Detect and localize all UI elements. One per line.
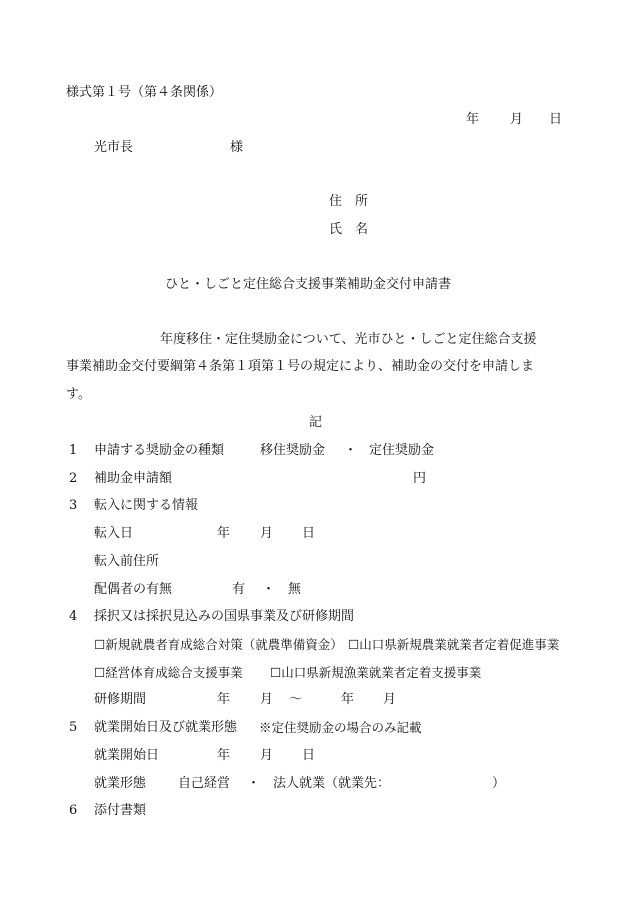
option-relocation-grant: 移住奨励金 [260,443,326,458]
move-in-date-label: 転入日 [94,526,134,541]
name-label: 氏 名 [329,222,369,237]
spouse-label: 配偶者の有無 [94,582,173,597]
item-number: 1 [69,443,78,458]
checkbox-yamaguchi-agri-program[interactable]: ☐山口県新規農業就業者定着促進事業 [348,637,560,652]
training-tilde: ～ [289,692,303,707]
training-start-month: 月 [260,692,274,707]
previous-address-label: 転入前住所 [94,554,160,569]
training-period-label: 研修期間 [94,692,147,707]
addressee-name: 光市長 [94,140,134,155]
item-number: 3 [69,498,78,513]
move-in-year: 年 [217,526,231,541]
employment-start-year: 年 [217,748,231,763]
employment-close-paren: ） [492,776,506,791]
date-day: 日 [549,112,563,127]
item-number: 6 [69,803,78,818]
option-separator: ・ [344,443,358,458]
document-title: ひと・しごと定住総合支援事業補助金交付申請書 [165,277,452,292]
spouse-no: 無 [288,582,302,597]
checkbox-yamaguchi-fishery-program[interactable]: ☐山口県新規漁業就業者定着支援事業 [270,665,482,680]
employment-separator: ・ [247,776,261,791]
employment-start-day: 日 [302,748,316,763]
body-line-2: 事業補助金交付要綱第４条第１項第１号の規定により、補助金の交付を申請しま [66,359,535,374]
spouse-yes: 有 [232,582,246,597]
employment-self: 自己経営 [178,776,231,791]
employment-form-label: 就業形態 [94,776,147,791]
training-end-year: 年 [341,692,355,707]
employment-start-label: 就業開始日 [94,748,160,763]
date-month: 月 [510,112,524,127]
ki-heading: 記 [309,415,323,430]
item-label-move-in: 転入に関する情報 [94,498,199,513]
item-number: 4 [69,609,78,624]
employment-start-month: 月 [260,748,274,763]
item-number: 2 [69,471,78,486]
training-end-month: 月 [383,692,397,707]
training-start-year: 年 [217,692,231,707]
addressee-honorific: 様 [230,140,244,155]
item-label-attachments: 添付書類 [94,803,147,818]
body-line-1: 年度移住・定住奨励金について、光市ひと・しごと定住総合支援 [160,332,537,347]
body-line-3: す。 [66,387,91,402]
item-label-grant-type: 申請する奨励金の種類 [94,443,225,458]
option-settlement-grant: 定住奨励金 [369,443,435,458]
move-in-month: 月 [260,526,274,541]
item-label-employment: 就業開始日及び就業形態 [94,720,238,735]
move-in-day: 日 [302,526,316,541]
spouse-separator: ・ [262,582,276,597]
address-label: 住 所 [329,194,369,209]
item-number: 5 [69,720,78,735]
amount-unit: 円 [413,471,427,486]
item-label-amount: 補助金申請額 [94,471,173,486]
checkbox-new-farmer-program[interactable]: ☐新規就農者育成総合対策（就農準備資金） [94,637,343,652]
item-label-programs: 採択又は採択見込みの国県事業及び研修期間 [94,609,355,624]
employment-corporate: 法人就業（就業先： [273,776,391,791]
date-year: 年 [466,112,480,127]
checkbox-business-support-program[interactable]: ☐経営体育成総合支援事業 [94,665,243,680]
employment-note: ※定住奨励金の場合のみ記載 [259,720,422,735]
form-number: 様式第１号（第４条関係） [66,85,223,100]
